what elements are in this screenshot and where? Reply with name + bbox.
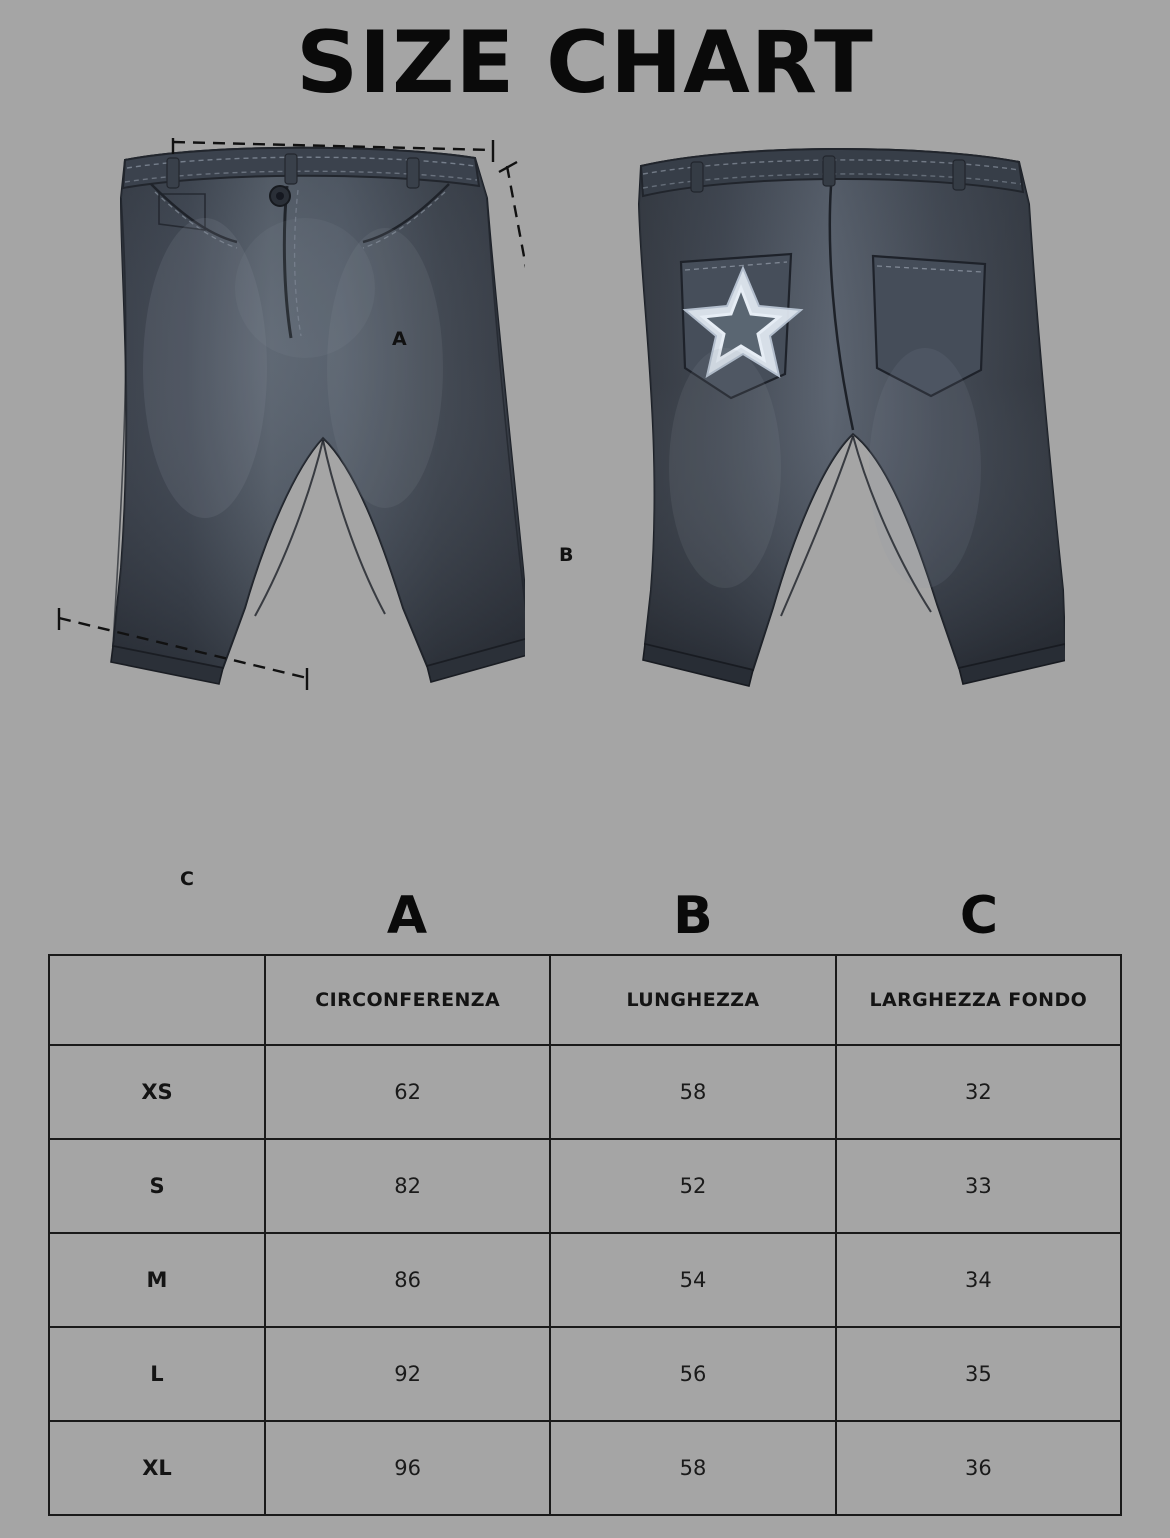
value-c: 33 — [836, 1139, 1121, 1233]
value-c: 34 — [836, 1233, 1121, 1327]
header-cell-lunghezza: LUNGHEZZA — [550, 955, 835, 1045]
size-table-wrapper — [48, 880, 1122, 1516]
table-row — [49, 1045, 1121, 1139]
value-a: 86 — [265, 1233, 550, 1327]
header-cell-blank — [49, 955, 265, 1045]
value-b: 58 — [550, 1421, 835, 1515]
header-cell-larghezza-fondo: LARGHEZZA FONDO — [836, 955, 1121, 1045]
page-title: SIZE CHART — [296, 13, 874, 113]
measurement-label-c: C — [180, 868, 194, 891]
table-row — [49, 1233, 1121, 1327]
value-a: 62 — [265, 1045, 550, 1139]
value-c: 36 — [836, 1421, 1121, 1515]
size-label: S — [49, 1139, 265, 1233]
header-cell-circonferenza: CIRCONFERENZA — [265, 955, 550, 1045]
value-c: 32 — [836, 1045, 1121, 1139]
measurement-label-a: A — [392, 328, 407, 351]
size-label: M — [49, 1233, 265, 1327]
denim-shorts-front-image — [55, 138, 525, 758]
column-letter-a: A — [386, 886, 428, 946]
size-label: XL — [49, 1421, 265, 1515]
value-b: 56 — [550, 1327, 835, 1421]
value-b: 52 — [550, 1139, 835, 1233]
value-a: 96 — [265, 1421, 550, 1515]
value-a: 92 — [265, 1327, 550, 1421]
column-letter-c: C — [959, 886, 999, 946]
table-header-row — [49, 955, 1121, 1045]
table-row — [49, 1139, 1121, 1233]
table-row — [49, 1327, 1121, 1421]
value-c: 35 — [836, 1327, 1121, 1421]
column-letter-b: B — [673, 886, 713, 946]
denim-shorts-back-image — [595, 138, 1065, 758]
measurement-label-b: B — [559, 544, 574, 567]
product-illustration-area — [0, 138, 1170, 891]
size-label: XS — [49, 1045, 265, 1139]
column-letter-row — [48, 880, 1122, 946]
size-label: L — [49, 1327, 265, 1421]
size-table — [48, 954, 1122, 1516]
value-b: 54 — [550, 1233, 835, 1327]
size-chart-page — [0, 13, 1170, 1538]
value-a: 82 — [265, 1139, 550, 1233]
table-row — [49, 1421, 1121, 1515]
value-b: 58 — [550, 1045, 835, 1139]
